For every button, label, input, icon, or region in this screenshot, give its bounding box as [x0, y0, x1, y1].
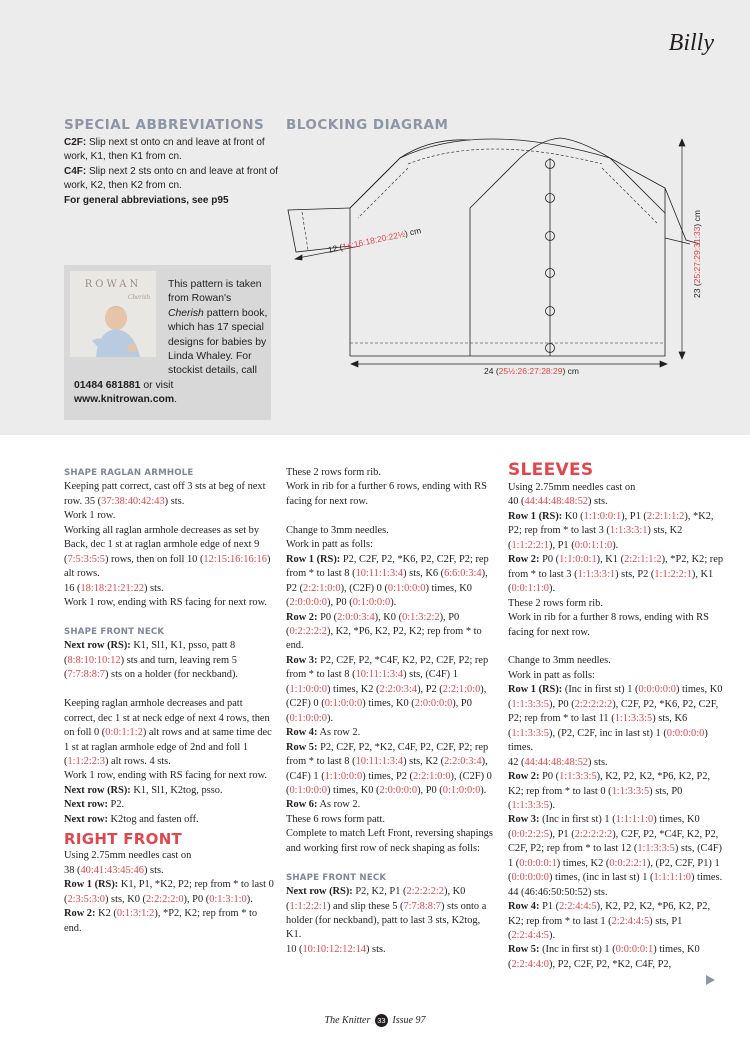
column-left: SHAPE RAGLAN ARMHOLE Keeping patt correct, cast off 3 sts at beg of next row. 35 (37:38:40:42:43) sts. Work 1 row. Working all raglan armhole decreases as set by Back, dec 1 st at raglan armhole edge of next 9 (7:5:3:5:5) rows, then on foll 10 (12:15:16:16:16) alt rows. 16 (18:18:21:21:22) sts. Work 1 row, ending with RS facing for next row. SHAPE FRONT NECK Next row (RS): K1, Sl1, K1, psso, patt 8 (8:8:10:10:12) sts and turn, leaving rem 5 (7:7:8:8:7) sts on a holder (for neckband). Keeping raglan armhole decreases and patt correct, dec 1 st at neck edge of next 4 rows, then on foll 0 (0:0:1:1:2) alt rows and at same time dec 1 st at raglan armhole edge of 2nd and foll 1 (1:1:2:2:3) alt rows. 4 sts. Work 1 row, ending with RS facing for next row. Next row (RS): K1, Sl1, K2tog, psso. Next row: P2. Next row: K2tog and fasten off. RIGHT FRONT Using 2.75mm needles cast on 38 (40:41:43:45:46) sts. Row 1 (RS): K1, P1, *K2, P2; rep from * to last 0 (2:3:5:3:0) sts, K0 (2:2:2:2:0), P0 (0:1:3:1:0). Row 2: K2 (0:1:3:1:2), *P2, K2; rep from * to end.	[64, 468, 274, 934]
blocking-diagram	[280, 128, 700, 388]
page-title: Billy	[668, 30, 714, 56]
column-right: SLEEVES Using 2.75mm needles cast on 40 (44:44:48:48:52) sts. Row 1 (RS): K0 (1:1:0:0:1), P1 (2:2:1:1:2), *K2, P2; rep from * to last 3 (1:1:3:3:1) sts, K2 (1:1:2:2:1), P1 (0:0:1:1:0). Row 2: P0 (1:1:0:0:1), K1 (2:2:1:1:2), *P2, K2; rep from * to last 3 (1:1:3:3:1) sts, P2 (1:1:2:2:1), K1 (0:0:1:1:0). These 2 rows form rib. Work in rib for a further 8 rows, ending with RS facing for next row. Change to 3mm needles. Work in patt as folls: Row 1 (RS): (Inc in first st) 1 (0:0:0:0:0) times, K0 (1:1:3:3:5), P0 (2:2:2:2:2), C2F, P2, *K6, P2, C2F, P2; rep from * to last 11 (1:1:3:3:5) sts, K6 (1:1:3:3:5), (P2, C2F, inc in last st) 1 (0:0:0:0:0) times. 42 (44:44:48:48:52) sts. Row 2: P0 (1:1:3:3:5), K2, P2, K2, *P6, K2, P2, K2; rep from * to last 0 (1:1:3:3:5) sts, P0 (1:1:3:3:5). Row 3: (Inc in first st) 1 (1:1:1:1:0) times, K0 (0:0:2:2:5), P1 (2:2:2:2:2), C2F, P2, *C4F, K2, P2, C2F, P2; rep from * to last 12 (1:1:3:3:5) sts, (C4F) 1 (0:0:0:0:1) times, K2 (0:0:2:2:1), (P2, C2F, P1) 1 (0:0:0:0:0) times, (inc in last st) 1 (1:1:1:1:0) times. 44 (46:46:50:50:52) sts. Row 4: P1 (2:2:4:4:5), K2, P2, K2, *P6, K2, P2, K2; rep from * to last 1 (2:2:4:4:5) sts, P1 (2:2:4:4:5). Row 5: (Inc in first st) 1 (0:0:0:0:1) times, K0 (2:2:4:4:0), P2, C2F, P2, *K2, C4F, P2,	[508, 460, 726, 972]
abbreviation-c2f: C2F: Slip next st onto cn and leave at front of work, K1, then K1 from cn.	[64, 137, 265, 163]
shape-front-neck-heading-2: SHAPE FRONT NECK	[286, 872, 387, 883]
general-abbreviations-note: For general abbreviations, see p95	[64, 194, 229, 206]
shape-front-neck-heading: SHAPE FRONT NECK	[64, 626, 165, 637]
blocking-diagram-heading: BLOCKING DIAGRAM	[286, 117, 449, 133]
page-number: 33	[375, 1014, 388, 1027]
book-subtitle: Cherish	[127, 293, 150, 301]
abbreviation-c4f: C4F: Slip next 2 sts onto cn and leave at front of work, K2, then K2 from cn.	[64, 165, 279, 192]
special-abbreviations	[64, 136, 279, 208]
book-logo: ROWAN	[84, 279, 142, 290]
sleeves-heading: SLEEVES	[508, 460, 594, 480]
shape-raglan-armhole-heading: SHAPE RAGLAN ARMHOLE	[64, 468, 194, 478]
promo-contact: 01484 681881 or visit www.knitrowan.com.	[74, 380, 177, 406]
right-front-heading: RIGHT FRONT	[64, 830, 183, 849]
promo-phone: 01484 681881	[74, 380, 141, 391]
continue-arrow-icon	[706, 975, 715, 985]
sleeve-length-label: 12 (14:16:18:20:22½) cm	[327, 225, 423, 255]
body-width-label: 24 (25½:26:27:28:29) cm	[484, 366, 579, 376]
promo-description: This pattern is taken from Rowan's Cherish pattern book, which has 17 special designs for babies by Linda Whaley. For stockist details, call	[168, 279, 268, 377]
column-middle: These 2 rows form rib. Work in rib for a further 6 rows, ending with RS facing for next row. Change to 3mm needles. Work in patt as folls: Row 1 (RS): P2, C2F, P2, *K6, P2, C2F, P2; rep from * to last 8 (10:11:1:3:4) sts, K6 (6:6:0:3:4), P2 (2:2:1:0:0), (C2F) 0 (0:1:0:0:0) times, K0 (2:0:0:0:0), P0 (0:1:0:0:0). Row 2: P0 (2:0:0:3:4), K0 (0:1:3:2:2), P0 (0:2:2:2:2), K2, *P6, K2, P2, K2; rep from * to end. Row 3: P2, C2F, P2, *C4F, K2, P2, C2F, P2; rep from * to last 8 (10:11:1:3:4) sts, (C4F) 1 (1:1:0:0:0) times, K2 (2:2:0:3:4), P2 (2:2:1:0:0), (C2F) 0 (0:1:0:0:0) times, K0 (2:0:0:0:0), P0 (0:1:0:0:0). Row 4: As row 2. Row 5: P2, C2F, P2, *K2, C4F, P2, C2F, P2; rep from * to last 8 (10:11:1:3:4) sts, K2 (2:2:0:3:4), (C4F) 1 (1:1:0:0:0) times, P2 (2:2:1:0:0), (C2F) 0 (0:1:0:0:0) times, K0 (2:0:0:0:0), P0 (0:1:0:0:0). Row 6: As row 2. These 6 rows form patt. Complete to match Left Front, reversing shapings and working first row of neck shaping as folls: SHAPE FRONT NECK Next row (RS): P2, K2, P1 (2:2:2:2:2), K0 (1:1:2:2:1) and slip these 5 (7:7:8:8:7) sts onto a holder (for neckband), patt to last 3 sts, K2tog, K1. 10 (10:10:12:12:14) sts.	[286, 466, 496, 957]
page-footer: The Knitter 33 Issue 97	[324, 1014, 426, 1026]
special-abbreviations-heading: SPECIAL ABBREVIATIONS	[64, 117, 265, 133]
promo-website-link[interactable]: www.knitrowan.com	[74, 394, 175, 406]
body-length-label: 23 (25:27:29:31:33) cm	[692, 210, 702, 298]
